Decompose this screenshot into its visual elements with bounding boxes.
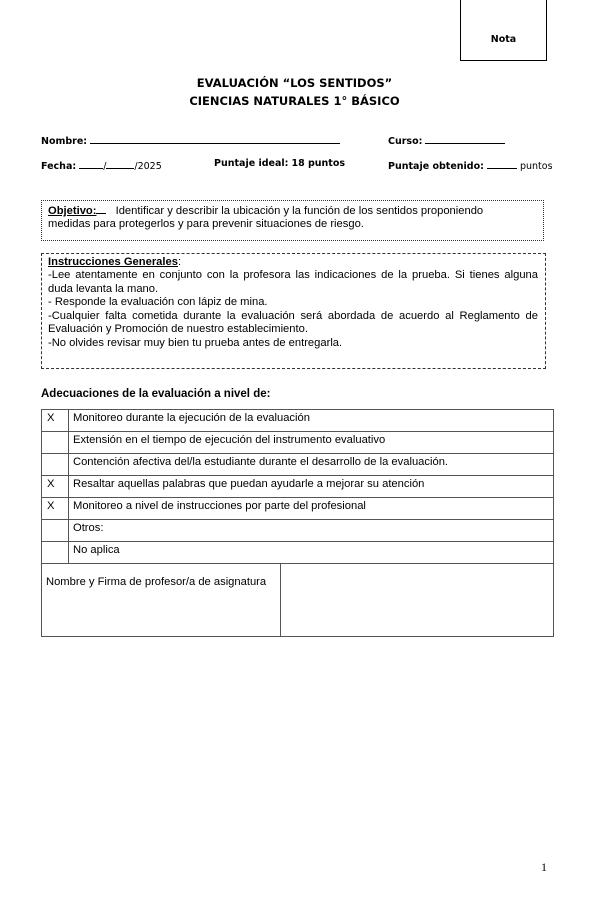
fecha-label: Fecha: xyxy=(41,161,77,172)
table-row xyxy=(42,410,554,432)
instrucciones-heading-row xyxy=(48,256,181,270)
instrucciones-body xyxy=(48,269,538,350)
objetivo-label: Objetivo: xyxy=(48,205,97,217)
table-row xyxy=(42,564,554,637)
puntaje-obtenido-field[interactable] xyxy=(388,158,553,172)
adecuacion-checkbox[interactable]: X xyxy=(42,498,69,520)
adecuacion-label: Monitoreo durante la ejecución de la evaluación xyxy=(69,410,554,432)
puntaje-obtenido-blank[interactable] xyxy=(487,158,517,169)
instruccion-line: -Lee atentamente en conjunto con la profesora las indicaciones de la prueba. Si tienes alguna xyxy=(48,269,538,281)
adecuacion-checkbox[interactable]: X xyxy=(42,410,69,432)
puntaje-ideal xyxy=(214,158,345,169)
instruccion-line: Evaluación y Promoción de nuestro establecimiento. xyxy=(48,323,308,335)
curso-label: Curso: xyxy=(388,136,423,147)
adecuacion-label: Contención afectiva del/la estudiante durante el desarrollo de la evaluación. xyxy=(69,454,554,476)
instrucciones-colon: : xyxy=(177,256,182,268)
adecuacion-checkbox[interactable] xyxy=(42,520,69,542)
fecha-year: /2025 xyxy=(134,161,162,172)
page-subtitle: CIENCIAS NATURALES 1° BÁSICO xyxy=(189,94,400,108)
adecuacion-checkbox[interactable] xyxy=(42,432,69,454)
puntaje-obtenido-label: Puntaje obtenido: xyxy=(388,161,484,172)
adecuacion-label: Resaltar aquellas palabras que puedan ayudarle a mejorar su atención xyxy=(69,476,554,498)
grade-box[interactable] xyxy=(460,0,547,61)
instruccion-line: -No olvides revisar muy bien tu prueba antes de entregarla. xyxy=(48,336,343,349)
signature-field[interactable] xyxy=(281,564,554,637)
fecha-slash: / xyxy=(103,161,107,172)
table-row xyxy=(42,454,554,476)
instruccion-line: -Cualquier falta cometida durante la evaluación será abordada de acuerdo al Reglamento de xyxy=(48,309,538,322)
objetivo-text-line1: Identificar y describir la ubicación y la función de los sentidos proponiendo xyxy=(115,205,484,217)
table-row xyxy=(42,542,554,564)
puntaje-obtenido-unit: puntos xyxy=(519,161,553,172)
objetivo-line1 xyxy=(48,205,483,219)
adecuacion-label: Monitoreo a nivel de instrucciones por parte del profesional xyxy=(69,498,554,520)
adecuacion-label: Otros: xyxy=(69,520,554,542)
instruccion-line: - Responde la evaluación con lápiz de mina. xyxy=(48,296,268,308)
page-title: EVALUACIÓN “LOS SENTIDOS” xyxy=(196,76,393,90)
adecuaciones-title: Adecuaciones de la evaluación a nivel de: xyxy=(41,388,271,400)
fecha-month-blank[interactable] xyxy=(106,158,134,169)
adecuacion-label: No aplica xyxy=(69,542,554,564)
adecuacion-checkbox[interactable] xyxy=(42,454,69,476)
adecuacion-checkbox[interactable] xyxy=(42,542,69,564)
fecha-day-blank[interactable] xyxy=(79,158,103,169)
nombre-blank[interactable] xyxy=(90,133,340,144)
table-row xyxy=(42,432,554,454)
fecha-field[interactable] xyxy=(41,158,162,172)
instruccion-line: duda levanta la mano. xyxy=(48,282,159,295)
table-row xyxy=(42,520,554,542)
nombre-field[interactable] xyxy=(41,133,340,147)
grade-label: Nota xyxy=(490,34,517,45)
signature-label: Nombre y Firma de profesor/a de asignatura xyxy=(42,564,281,637)
page-number: 1 xyxy=(541,860,547,874)
nombre-label: Nombre: xyxy=(41,136,88,147)
table-row xyxy=(42,476,554,498)
puntaje-ideal-value: 18 puntos xyxy=(291,158,346,169)
adecuacion-checkbox[interactable]: X xyxy=(42,476,69,498)
adecuaciones-table xyxy=(41,409,554,564)
table-row xyxy=(42,498,554,520)
curso-field[interactable] xyxy=(388,133,505,147)
signature-table xyxy=(41,563,554,637)
puntaje-ideal-label: Puntaje ideal: xyxy=(214,158,289,169)
adecuacion-label: Extensión en el tiempo de ejecución del instrumento evaluativo xyxy=(69,432,554,454)
objetivo-text-line2: medidas para protegerlos y para prevenir situaciones de riesgo. xyxy=(48,218,364,230)
instrucciones-heading: Instrucciones Generales xyxy=(48,256,178,268)
curso-blank[interactable] xyxy=(425,133,505,144)
